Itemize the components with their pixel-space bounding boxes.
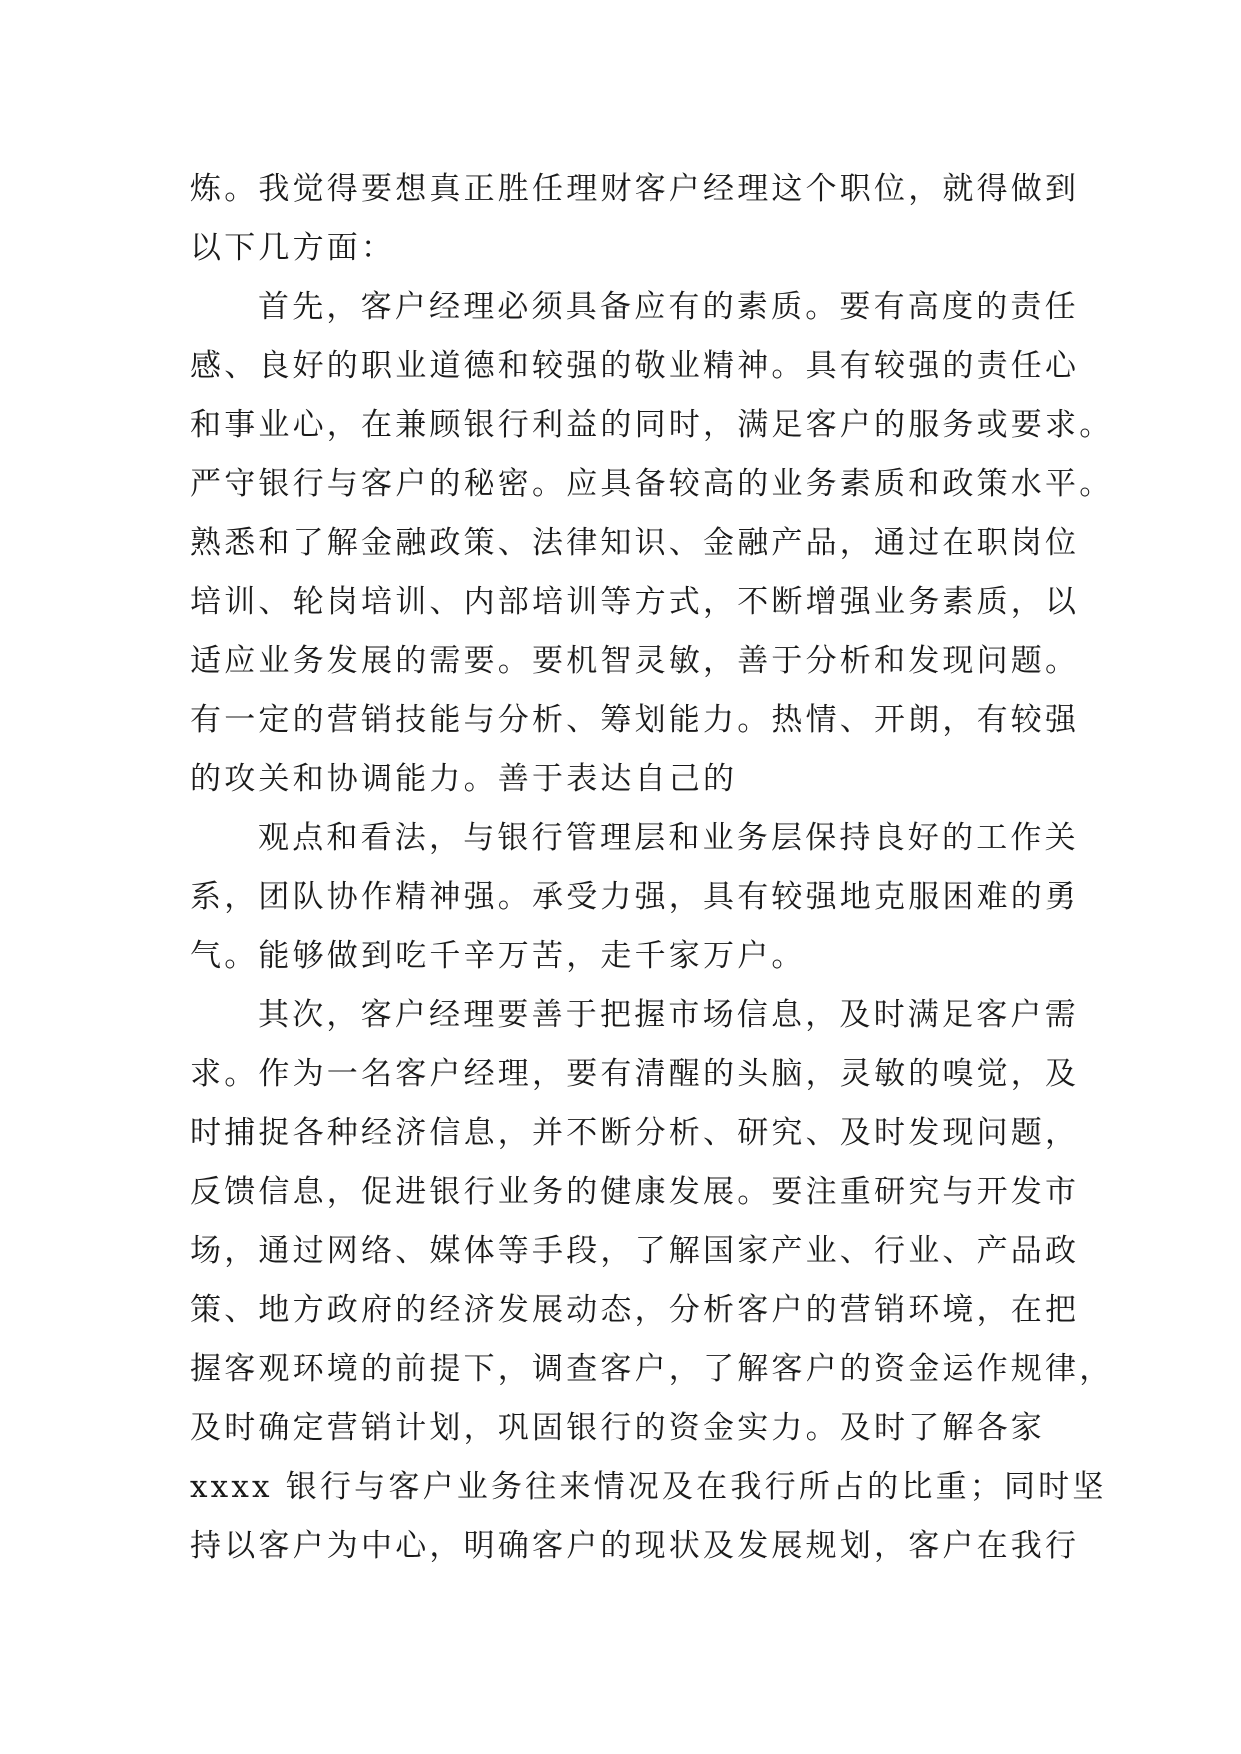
paragraph xyxy=(190,809,1080,986)
paragraph xyxy=(190,160,1080,278)
text-line: 及时确定营销计划，巩固银行的资金实力。及时了解各家 xyxy=(190,1410,1045,1446)
text-line: 首先，客户经理必须具备应有的素质。要有高度的责任 xyxy=(258,289,1079,325)
text-line: 观点和看法，与银行管理层和业务层保持良好的工作关 xyxy=(258,820,1079,856)
text-line: 熟悉和了解金融政策、法律知识、金融产品，通过在职岗位 xyxy=(190,525,1080,561)
text-line: xxxx 银行与客户业务往来情况及在我行所占的比重；同时坚 xyxy=(190,1469,1107,1505)
paragraph xyxy=(190,278,1114,809)
text-line: 的攻关和协调能力。善于表达自己的 xyxy=(190,761,738,797)
text-line: 握客观环境的前提下，调查客户，了解客户的资金运作规律， xyxy=(190,1351,1114,1387)
text-line: 有一定的营销技能与分析、筹划能力。热情、开朗，有较强 xyxy=(190,702,1080,738)
text-line: 反馈信息，促进银行业务的健康发展。要注重研究与开发市 xyxy=(190,1174,1080,1210)
text-line: 严守银行与客户的秘密。应具备较高的业务素质和政策水平。 xyxy=(190,466,1114,502)
text-line: 培训、轮岗培训、内部培训等方式，不断增强业务素质，以 xyxy=(190,584,1080,620)
text-line: 和事业心，在兼顾银行利益的同时，满足客户的服务或要求。 xyxy=(190,407,1114,443)
document-body xyxy=(190,160,1114,1576)
text-line: 炼。我觉得要想真正胜任理财客户经理这个职位，就得做到 xyxy=(190,171,1080,207)
text-line: 策、地方政府的经济发展动态，分析客户的营销环境，在把 xyxy=(190,1292,1080,1328)
text-line: 系，团队协作精神强。承受力强，具有较强地克服困难的勇 xyxy=(190,879,1080,915)
text-line: 其次，客户经理要善于把握市场信息，及时满足客户需 xyxy=(258,997,1079,1033)
text-line: 时捕捉各种经济信息，并不断分析、研究、及时发现问题， xyxy=(190,1115,1080,1151)
paragraph xyxy=(190,986,1114,1576)
text-line: 持以客户为中心，明确客户的现状及发展规划，客户在我行 xyxy=(190,1528,1080,1564)
text-line: 以下几方面： xyxy=(190,230,396,266)
text-line: 适应业务发展的需要。要机智灵敏，善于分析和发现问题。 xyxy=(190,643,1080,679)
text-line: 求。作为一名客户经理，要有清醒的头脑，灵敏的嗅觉，及 xyxy=(190,1056,1080,1092)
text-line: 场，通过网络、媒体等手段，了解国家产业、行业、产品政 xyxy=(190,1233,1080,1269)
text-line: 气。能够做到吃千辛万苦，走千家万户。 xyxy=(190,938,806,974)
text-line: 感、良好的职业道德和较强的敬业精神。具有较强的责任心 xyxy=(190,348,1080,384)
